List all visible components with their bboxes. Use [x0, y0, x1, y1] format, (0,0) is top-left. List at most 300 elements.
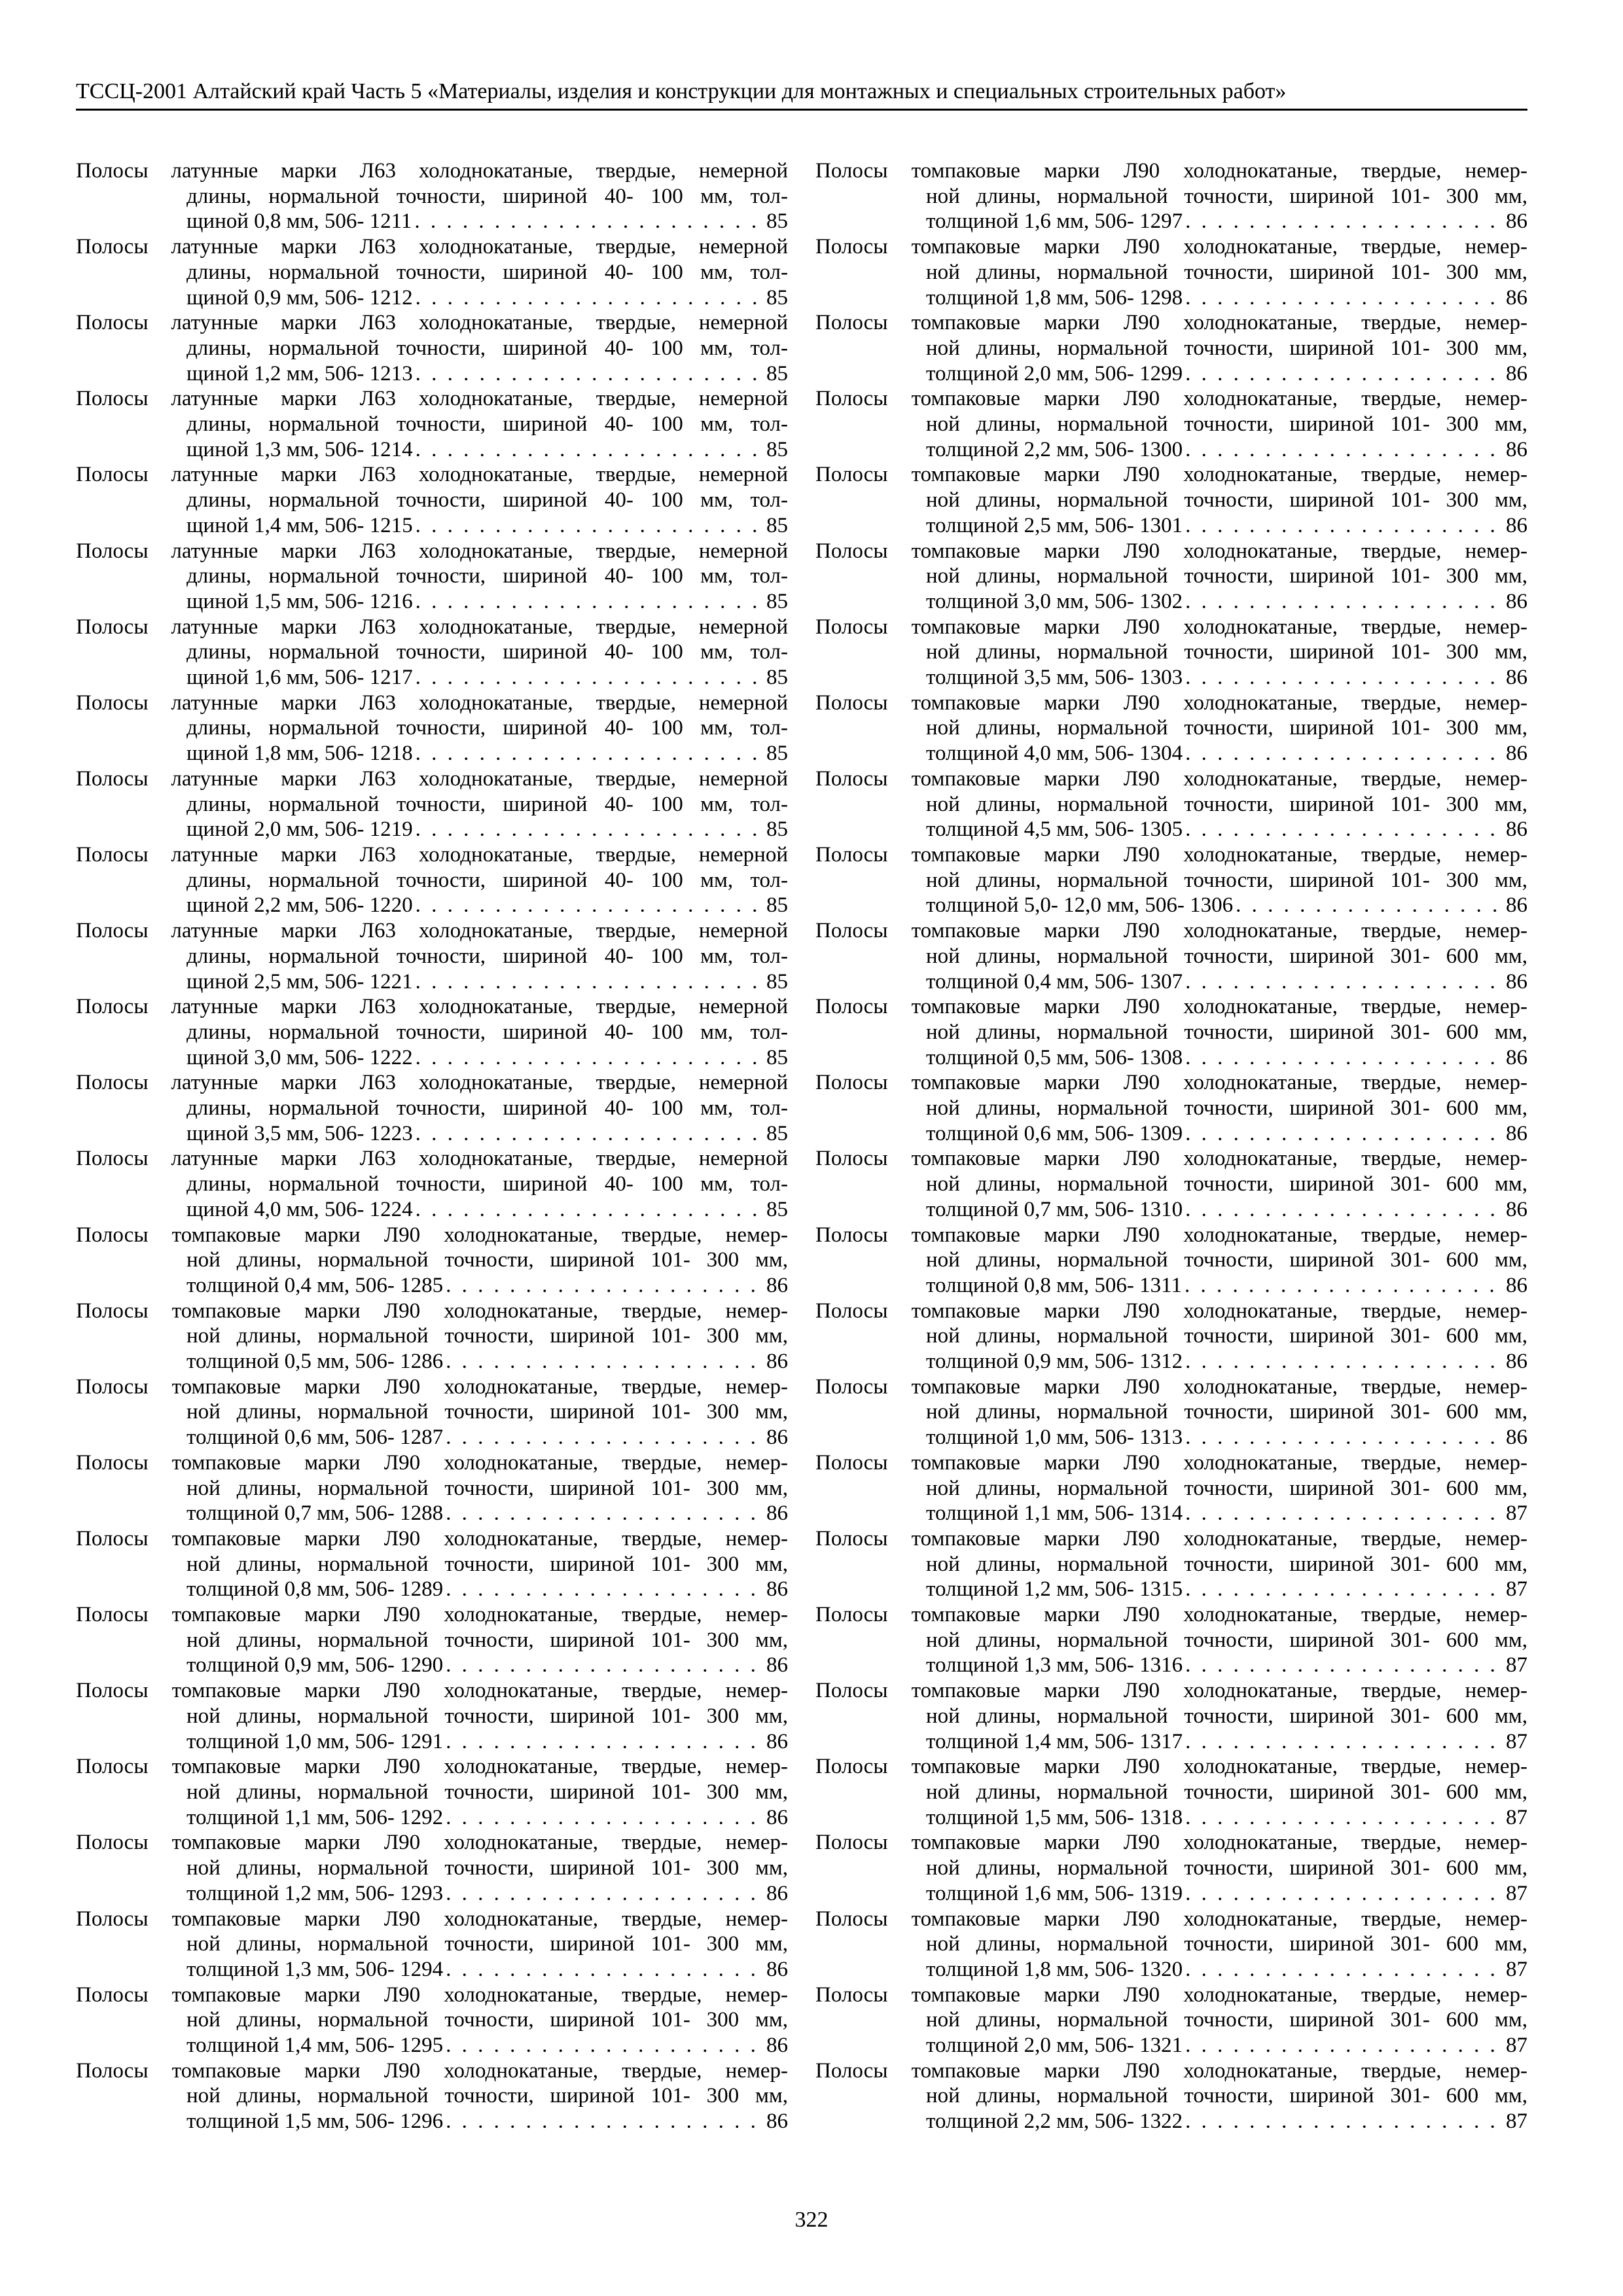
entry-line-3-text: толщиной 0,5 мм, 506- 1286 — [187, 1350, 444, 1374]
entry-line-1: Полосы томпаковые марки Л90 холоднокатаные, твердые, немер- — [815, 463, 1527, 487]
entry-line-3 — [815, 209, 1527, 234]
entry-line-1: Полосы томпаковые марки Л90 холоднокатаные, твердые, немер- — [815, 1679, 1527, 1703]
dot-leader — [443, 1653, 766, 1678]
dot-leader — [443, 2033, 766, 2058]
entry-page-ref: 86 — [766, 1881, 788, 1905]
entry-line-3 — [815, 1729, 1527, 1755]
entry-line-3 — [76, 1729, 788, 1755]
entry-page-ref: 86 — [1506, 513, 1527, 537]
entry-line-2: ной длины, нормальной точности, шириной 101- 300 мм, — [926, 792, 1527, 816]
entry-line-3-text: толщиной 1,8 мм, 506- 1298 — [926, 285, 1183, 310]
entry-line-1: Полосы томпаковые марки Л90 холоднокатаные, твердые, немер- — [76, 1374, 788, 1399]
entry-line-3 — [815, 1653, 1527, 1678]
entry-line-3-text: толщиной 0,8 мм, 506- 1289 — [187, 1577, 444, 1602]
index-entry — [76, 158, 788, 234]
dot-leader — [1183, 1121, 1506, 1147]
entry-line-1: Полосы томпаковые марки Л90 холоднокатаные, твердые, немер- — [815, 1223, 1527, 1247]
entry-line-3 — [815, 437, 1527, 463]
entry-line-3 — [815, 1121, 1527, 1147]
entry-line-3-text: толщиной 1,0 мм, 506- 1291 — [187, 1729, 444, 1753]
index-entry — [76, 1223, 788, 1299]
entry-line-3-text: толщиной 1,5 мм, 506- 1296 — [187, 2109, 444, 2134]
entry-line-3-text: толщиной 1,6 мм, 506- 1319 — [926, 1881, 1183, 1905]
entry-line-2: ной длины, нормальной точности, шириной 301- 600 мм, — [926, 944, 1527, 968]
entry-line-2: ной длины, нормальной точности, шириной 301- 600 мм, — [926, 1400, 1527, 1424]
entry-line-3-text: толщиной 2,2 мм, 506- 1300 — [926, 437, 1183, 461]
index-entry — [76, 1907, 788, 1982]
entry-line-2: ной длины, нормальной точности, шириной 301- 600 мм, — [926, 1172, 1527, 1196]
index-entry — [76, 310, 788, 386]
entry-line-3-text: толщиной 1,2 мм, 506- 1315 — [926, 1577, 1183, 1602]
index-entry — [76, 1450, 788, 1526]
entry-line-2: ной длины, нормальной точности, шириной 301- 600 мм, — [926, 2084, 1527, 2108]
page-number: 322 — [794, 2208, 829, 2232]
entry-line-3 — [76, 1121, 788, 1147]
entry-page-ref: 85 — [766, 285, 788, 310]
index-column-right — [815, 158, 1527, 2134]
entry-line-1: Полосы томпаковые марки Л90 холоднокатаные, твердые, немер- — [815, 1831, 1527, 1855]
dot-leader — [1183, 361, 1506, 387]
entry-line-2: ной длины, нормальной точности, шириной 101- 300 мм, — [926, 336, 1527, 360]
entry-line-2: длины, нормальной точности, шириной 40- 100 мм, тол- — [187, 336, 788, 360]
dot-leader — [1183, 2033, 1506, 2058]
entry-line-3-text: толщиной 0,4 мм, 506- 1307 — [926, 969, 1183, 994]
entry-line-3-text: толщиной 2,2 мм, 506- 1322 — [926, 2109, 1183, 2134]
entry-line-2: ной длины, нормальной точности, шириной 101- 300 мм, — [926, 184, 1527, 208]
entry-page-ref: 86 — [1506, 1121, 1527, 1145]
dot-leader — [1233, 893, 1506, 918]
entry-page-ref: 86 — [766, 1805, 788, 1829]
entry-line-3-text: толщиной 1,6 мм, 506- 1297 — [926, 209, 1183, 234]
index-entry — [76, 766, 788, 842]
dot-leader — [443, 1425, 766, 1450]
entry-line-3 — [76, 1577, 788, 1602]
header-title: ТССЦ-2001 Алтайский край Часть 5 «Материалы, изделия и конструкции для монтажных и специальных строительных работ» — [76, 79, 1287, 103]
entry-line-2: длины, нормальной точности, шириной 40- 100 мм, тол- — [187, 1172, 788, 1196]
entry-line-2: ной длины, нормальной точности, шириной 101- 300 мм, — [187, 1400, 788, 1424]
dot-leader — [413, 1045, 766, 1071]
index-entry — [815, 1374, 1527, 1450]
index-entry — [815, 918, 1527, 994]
entry-page-ref: 85 — [766, 666, 788, 690]
entry-line-3 — [76, 665, 788, 691]
entry-line-1: Полосы латунные марки Л63 холоднокатаные, твердые, немерной — [76, 995, 788, 1019]
dot-leader — [443, 1957, 766, 1982]
index-entry — [815, 1678, 1527, 1754]
entry-line-3-text: толщиной 1,2 мм, 506- 1293 — [187, 1881, 444, 1905]
entry-line-1: Полосы латунные марки Л63 холоднокатаные, твердые, немерной — [76, 1071, 788, 1095]
index-entry — [815, 842, 1527, 918]
entry-line-1: Полосы латунные марки Л63 холоднокатаные, твердые, немерной — [76, 615, 788, 639]
entry-line-1: Полосы томпаковые марки Л90 холоднокатаные, твердые, немер- — [76, 2058, 788, 2083]
entry-line-2: ной длины, нормальной точности, шириной 301- 600 мм, — [926, 1476, 1527, 1500]
entry-line-2: ной длины, нормальной точности, шириной 101- 300 мм, — [187, 1780, 788, 1804]
index-entry — [815, 1754, 1527, 1830]
index-entry — [76, 1982, 788, 2058]
entry-line-3 — [76, 1653, 788, 1678]
index-entry — [76, 462, 788, 538]
index-entry — [815, 462, 1527, 538]
entry-line-1: Полосы томпаковые марки Л90 холоднокатаные, твердые, немер- — [76, 1223, 788, 1247]
entry-line-1: Полосы латунные марки Л63 холоднокатаные, твердые, немерной — [76, 766, 788, 791]
entry-line-1: Полосы томпаковые марки Л90 холоднокатаные, твердые, немер- — [76, 1299, 788, 1323]
entry-line-3 — [815, 589, 1527, 615]
entry-line-3 — [76, 589, 788, 615]
index-entry — [815, 310, 1527, 386]
entry-line-3 — [76, 741, 788, 766]
entry-page-ref: 87 — [1506, 1881, 1527, 1905]
dot-leader — [412, 209, 766, 234]
entry-line-1: Полосы томпаковые марки Л90 холоднокатаные, твердые, немер- — [76, 1907, 788, 1931]
entry-line-3-text: толщиной 0,4 мм, 506- 1285 — [187, 1273, 444, 1297]
index-entry — [815, 1070, 1527, 1146]
entry-line-3 — [815, 893, 1527, 918]
entry-page-ref: 85 — [766, 742, 788, 766]
dot-leader — [443, 2109, 766, 2134]
entry-line-2: длины, нормальной точности, шириной 40- 100 мм, тол- — [187, 412, 788, 437]
entry-page-ref: 85 — [766, 1045, 788, 1069]
index-entry — [815, 1223, 1527, 1299]
entry-line-3 — [815, 1349, 1527, 1374]
dot-leader — [443, 1577, 766, 1602]
entry-line-1: Полосы томпаковые марки Л90 холоднокатаные, твердые, немер- — [76, 1526, 788, 1551]
entry-line-1: Полосы томпаковые марки Л90 холоднокатаные, твердые, немер- — [815, 842, 1527, 867]
entry-page-ref: 87 — [1506, 2109, 1527, 2134]
entry-page-ref: 86 — [766, 1273, 788, 1297]
entry-line-3 — [76, 1197, 788, 1223]
entry-page-ref: 87 — [1506, 1577, 1527, 1602]
index-entry — [76, 539, 788, 615]
index-entry — [815, 994, 1527, 1070]
entry-line-3-text: щиной 2,5 мм, 506- 1221 — [187, 969, 413, 994]
index-entry — [76, 918, 788, 994]
entry-line-2: ной длины, нормальной точности, шириной 301- 600 мм, — [926, 1324, 1527, 1348]
index-entry — [76, 1146, 788, 1222]
dot-leader — [1183, 1577, 1506, 1602]
dot-leader — [1183, 589, 1506, 615]
entry-line-3-text: щиной 0,9 мм, 506- 1212 — [187, 285, 413, 310]
dot-leader — [413, 285, 766, 311]
entry-page-ref: 85 — [766, 1197, 788, 1221]
entry-line-3 — [76, 285, 788, 311]
entry-line-3 — [76, 1045, 788, 1071]
entry-line-2: ной длины, нормальной точности, шириной 301- 600 мм, — [926, 1628, 1527, 1652]
entry-line-1: Полосы латунные марки Л63 холоднокатаные, твердые, немерной — [76, 463, 788, 487]
entry-line-2: ной длины, нормальной точности, шириной 101- 300 мм, — [926, 716, 1527, 740]
index-entry — [76, 1299, 788, 1374]
entry-line-2: ной длины, нормальной точности, шириной 301- 600 мм, — [926, 2008, 1527, 2032]
entry-line-2: ной длины, нормальной точности, шириной 101- 300 мм, — [187, 1628, 788, 1652]
entry-line-3 — [815, 1197, 1527, 1223]
dot-leader — [413, 513, 766, 539]
entry-line-3-text: толщиной 3,5 мм, 506- 1303 — [926, 666, 1183, 690]
entry-line-3 — [815, 1577, 1527, 1602]
index-entry — [815, 234, 1527, 310]
index-entry — [815, 1602, 1527, 1678]
entry-line-1: Полосы томпаковые марки Л90 холоднокатаные, твердые, немер- — [815, 615, 1527, 639]
entry-line-3 — [815, 817, 1527, 842]
entry-line-1: Полосы томпаковые марки Л90 холоднокатаные, твердые, немер- — [76, 1450, 788, 1475]
entry-line-3-text: толщиной 4,0 мм, 506- 1304 — [926, 742, 1183, 766]
entry-line-2: ной длины, нормальной точности, шириной 301- 600 мм, — [926, 1020, 1527, 1044]
dot-leader — [443, 1805, 766, 1831]
index-entry — [76, 1602, 788, 1678]
entry-page-ref: 87 — [1506, 1957, 1527, 1981]
entry-page-ref: 87 — [1506, 2034, 1527, 2058]
dot-leader — [1183, 1805, 1506, 1831]
dot-leader — [1183, 513, 1506, 539]
dot-leader — [1183, 817, 1506, 842]
index-entry — [815, 1299, 1527, 1374]
entry-line-2: ной длины, нормальной точности, шириной 101- 300 мм, — [926, 488, 1527, 512]
entry-line-3-text: толщиной 3,0 мм, 506- 1302 — [926, 589, 1183, 613]
entry-line-1: Полосы томпаковые марки Л90 холоднокатаные, твердые, немер- — [815, 2058, 1527, 2083]
entry-line-1: Полосы томпаковые марки Л90 холоднокатаные, твердые, немер- — [76, 1831, 788, 1855]
entry-line-2: ной длины, нормальной точности, шириной 101- 300 мм, — [187, 1856, 788, 1880]
entry-line-2: ной длины, нормальной точности, шириной 301- 600 мм, — [926, 1932, 1527, 1956]
entry-line-3-text: щиной 2,2 мм, 506- 1220 — [187, 893, 413, 918]
entry-line-3-text: толщиной 0,6 мм, 506- 1287 — [187, 1426, 444, 1450]
dot-leader — [1183, 1881, 1506, 1907]
entry-line-3 — [76, 1425, 788, 1450]
entry-line-1: Полосы латунные марки Л63 холоднокатаные, твердые, немерной — [76, 159, 788, 183]
entry-line-1: Полосы латунные марки Л63 холоднокатаные, твердые, немерной — [76, 235, 788, 259]
entry-page-ref: 86 — [1506, 666, 1527, 690]
entry-line-3 — [815, 361, 1527, 387]
entry-page-ref: 86 — [766, 1426, 788, 1450]
entry-line-2: ной длины, нормальной точности, шириной 101- 300 мм, — [187, 1932, 788, 1956]
index-entry — [76, 1678, 788, 1754]
entry-page-ref: 86 — [1506, 817, 1527, 842]
entry-line-1: Полосы томпаковые марки Л90 холоднокатаные, твердые, немер- — [815, 159, 1527, 183]
entry-line-3-text: щиной 1,2 мм, 506- 1213 — [187, 361, 413, 386]
entry-line-3-text: толщиной 0,5 мм, 506- 1308 — [926, 1045, 1183, 1069]
entry-line-1: Полосы томпаковые марки Л90 холоднокатаные, твердые, немер- — [815, 1147, 1527, 1171]
dot-leader — [1183, 1349, 1506, 1374]
index-entry — [815, 615, 1527, 691]
entry-page-ref: 85 — [766, 893, 788, 918]
index-entry — [815, 1146, 1527, 1222]
entry-line-2: ной длины, нормальной точности, шириной 301- 600 мм, — [926, 1780, 1527, 1804]
index-entry — [815, 1830, 1527, 1906]
entry-line-3 — [815, 741, 1527, 766]
entry-page-ref: 86 — [766, 1957, 788, 1981]
entry-line-3 — [76, 817, 788, 842]
entry-line-1: Полосы томпаковые марки Л90 холоднокатаные, твердые, немер- — [815, 387, 1527, 411]
entry-line-1: Полосы томпаковые марки Л90 холоднокатаные, твердые, немер- — [815, 919, 1527, 943]
index-entry — [815, 2058, 1527, 2134]
index-entry — [76, 615, 788, 691]
entry-line-1: Полосы латунные марки Л63 холоднокатаные, твердые, немерной — [76, 919, 788, 943]
entry-line-3 — [815, 665, 1527, 691]
dot-leader — [1182, 1273, 1506, 1299]
entry-line-2: ной длины, нормальной точности, шириной 301- 600 мм, — [926, 1096, 1527, 1121]
entry-line-3-text: щиной 3,5 мм, 506- 1223 — [187, 1121, 413, 1145]
entry-line-2: ной длины, нормальной точности, шириной 101- 300 мм, — [926, 640, 1527, 664]
entry-page-ref: 85 — [766, 361, 788, 386]
entry-line-2: длины, нормальной точности, шириной 40- 100 мм, тол- — [187, 868, 788, 892]
entry-line-3-text: щиной 1,5 мм, 506- 1216 — [187, 589, 413, 613]
dot-leader — [413, 665, 766, 691]
entry-line-3 — [76, 1957, 788, 1982]
index-entry — [76, 2058, 788, 2134]
entry-page-ref: 86 — [1506, 1045, 1527, 1069]
dot-leader — [413, 893, 766, 918]
index-entry — [76, 1830, 788, 1906]
entry-line-2: ной длины, нормальной точности, шириной 101- 300 мм, — [187, 1704, 788, 1728]
entry-line-3-text: толщиной 0,9 мм, 506- 1312 — [926, 1350, 1183, 1374]
entry-line-1: Полосы томпаковые марки Л90 холоднокатаные, твердые, немер- — [815, 995, 1527, 1019]
dot-leader — [443, 1729, 766, 1755]
index-entry — [815, 1982, 1527, 2058]
entry-page-ref: 85 — [766, 589, 788, 613]
entry-line-1: Полосы томпаковые марки Л90 холоднокатаные, твердые, немер- — [815, 1299, 1527, 1323]
entry-line-3 — [76, 893, 788, 918]
entry-line-2: длины, нормальной точности, шириной 40- 100 мм, тол- — [187, 716, 788, 740]
entry-line-2: длины, нормальной точности, шириной 40- 100 мм, тол- — [187, 488, 788, 512]
entry-page-ref: 86 — [1506, 1197, 1527, 1221]
entry-line-3-text: толщиной 0,7 мм, 506- 1288 — [187, 1501, 444, 1526]
index-entry — [815, 691, 1527, 766]
entry-line-3-text: щиной 1,6 мм, 506- 1217 — [187, 666, 413, 690]
dot-leader — [443, 1881, 766, 1907]
dot-leader — [1183, 2109, 1506, 2134]
dot-leader — [443, 1501, 766, 1526]
entry-line-2: ной длины, нормальной точности, шириной 101- 300 мм, — [187, 2084, 788, 2108]
entry-line-3 — [815, 1805, 1527, 1831]
entry-line-3-text: толщиной 1,1 мм, 506- 1292 — [187, 1805, 444, 1829]
entry-line-3 — [815, 1501, 1527, 1526]
index-entry — [815, 386, 1527, 462]
entry-line-3 — [76, 1501, 788, 1526]
entry-line-3 — [76, 1881, 788, 1907]
entry-page-ref: 86 — [766, 1501, 788, 1526]
entry-page-ref: 86 — [766, 2109, 788, 2134]
dot-leader — [1183, 1729, 1506, 1755]
entry-line-1: Полосы томпаковые марки Л90 холоднокатаные, твердые, немер- — [815, 539, 1527, 563]
dot-leader — [443, 1349, 766, 1374]
entry-page-ref: 86 — [1506, 1426, 1527, 1450]
dot-leader — [413, 741, 766, 766]
entry-page-ref: 86 — [766, 2034, 788, 2058]
entry-line-1: Полосы томпаковые марки Л90 холоднокатаные, твердые, немер- — [815, 1374, 1527, 1399]
entry-line-3 — [76, 513, 788, 539]
entry-page-ref: 86 — [1506, 437, 1527, 461]
entry-line-3 — [815, 1425, 1527, 1450]
dot-leader — [1183, 1045, 1506, 1071]
entry-line-1: Полосы томпаковые марки Л90 холоднокатаные, твердые, немер- — [76, 1755, 788, 1779]
entry-line-2: длины, нормальной точности, шириной 40- 100 мм, тол- — [187, 1020, 788, 1044]
entry-page-ref: 85 — [766, 1121, 788, 1145]
entry-line-2: ной длины, нормальной точности, шириной 101- 300 мм, — [187, 1324, 788, 1348]
entry-line-3 — [76, 2033, 788, 2058]
dot-leader — [1183, 665, 1506, 691]
entry-line-3-text: толщиной 1,3 мм, 506- 1316 — [926, 1653, 1183, 1677]
entry-line-1: Полосы томпаковые марки Л90 холоднокатаные, твердые, немер- — [76, 1603, 788, 1627]
entry-line-3 — [815, 513, 1527, 539]
entry-page-ref: 86 — [1506, 285, 1527, 310]
entry-line-3-text: щиной 1,3 мм, 506- 1214 — [187, 437, 413, 461]
entry-line-2: ной длины, нормальной точности, шириной 101- 300 мм, — [926, 868, 1527, 892]
entry-line-3 — [76, 1349, 788, 1374]
entry-line-3 — [76, 969, 788, 995]
entry-line-3 — [815, 2109, 1527, 2134]
entry-line-3 — [815, 1273, 1527, 1299]
entry-line-1: Полосы томпаковые марки Л90 холоднокатаные, твердые, немер- — [815, 1450, 1527, 1475]
entry-page-ref: 86 — [766, 1350, 788, 1374]
entry-line-3 — [815, 2033, 1527, 2058]
entry-line-1: Полосы томпаковые марки Л90 холоднокатаные, твердые, немер- — [76, 1982, 788, 2007]
entry-line-1: Полосы латунные марки Л63 холоднокатаные, твердые, немерной — [76, 842, 788, 867]
entry-page-ref: 86 — [1506, 1350, 1527, 1374]
entry-page-ref: 85 — [766, 209, 788, 234]
index-entry — [76, 842, 788, 918]
entry-page-ref: 87 — [1506, 1501, 1527, 1526]
entry-line-3 — [76, 209, 788, 234]
entry-line-1: Полосы томпаковые марки Л90 холоднокатаные, твердые, немер- — [815, 311, 1527, 335]
entry-line-2: длины, нормальной точности, шириной 40- 100 мм, тол- — [187, 260, 788, 284]
entry-line-3 — [815, 1881, 1527, 1907]
entry-line-2: ной длины, нормальной точности, шириной 101- 300 мм, — [187, 1552, 788, 1576]
entry-line-3-text: толщиной 2,0 мм, 506- 1321 — [926, 2034, 1183, 2058]
entry-line-2: длины, нормальной точности, шириной 40- 100 мм, тол- — [187, 640, 788, 664]
entry-line-1: Полосы латунные марки Л63 холоднокатаные, твердые, немерной — [76, 387, 788, 411]
entry-line-2: ной длины, нормальной точности, шириной 101- 300 мм, — [187, 2008, 788, 2032]
index-entry — [76, 1070, 788, 1146]
entry-line-1: Полосы томпаковые марки Л90 холоднокатаные, твердые, немер- — [815, 1907, 1527, 1931]
entry-line-3 — [815, 1957, 1527, 1982]
entry-line-3 — [815, 285, 1527, 311]
index-entry — [815, 1450, 1527, 1526]
entry-line-3-text: толщиной 2,0 мм, 506- 1299 — [926, 361, 1183, 386]
entry-line-1: Полосы латунные марки Л63 холоднокатаные, твердые, немерной — [76, 311, 788, 335]
index-entry — [815, 1526, 1527, 1602]
entry-line-3-text: толщиной 1,5 мм, 506- 1318 — [926, 1805, 1183, 1829]
entry-line-2: ной длины, нормальной точности, шириной 301- 600 мм, — [926, 1248, 1527, 1272]
entry-page-ref: 86 — [1506, 742, 1527, 766]
entry-line-1: Полосы томпаковые марки Л90 холоднокатаные, твердые, немер- — [815, 766, 1527, 791]
dot-leader — [1183, 285, 1506, 311]
dot-leader — [413, 817, 766, 842]
entry-line-3-text: щиной 3,0 мм, 506- 1222 — [187, 1045, 413, 1069]
entry-line-2: ной длины, нормальной точности, шириной 101- 300 мм, — [926, 564, 1527, 588]
entry-line-3-text: толщиной 1,1 мм, 506- 1314 — [926, 1501, 1183, 1526]
entry-page-ref: 86 — [766, 1577, 788, 1602]
entry-line-2: длины, нормальной точности, шириной 40- 100 мм, тол- — [187, 564, 788, 588]
entry-page-ref: 85 — [766, 817, 788, 842]
dot-leader — [1183, 1957, 1506, 1982]
index-entry — [76, 994, 788, 1070]
entry-line-1: Полосы томпаковые марки Л90 холоднокатаные, твердые, немер- — [815, 1982, 1527, 2007]
entry-line-3 — [76, 2109, 788, 2134]
entry-line-2: длины, нормальной точности, шириной 40- 100 мм, тол- — [187, 792, 788, 816]
entry-page-ref: 85 — [766, 513, 788, 537]
entry-page-ref: 87 — [1506, 1805, 1527, 1829]
entry-line-1: Полосы томпаковые марки Л90 холоднокатаные, твердые, немер- — [815, 1071, 1527, 1095]
entry-line-2: ной длины, нормальной точности, шириной 101- 300 мм, — [926, 412, 1527, 437]
entry-line-1: Полосы томпаковые марки Л90 холоднокатаные, твердые, немер- — [815, 235, 1527, 259]
entry-line-3-text: толщиной 1,4 мм, 506- 1295 — [187, 2034, 444, 2058]
entry-line-3-text: толщиной 4,5 мм, 506- 1305 — [926, 817, 1183, 842]
index-column-left — [76, 158, 788, 2134]
dot-leader — [413, 437, 766, 463]
entry-line-3-text: щиной 1,8 мм, 506- 1218 — [187, 742, 413, 766]
entry-line-3-text: щиной 1,4 мм, 506- 1215 — [187, 513, 413, 537]
dot-leader — [413, 969, 766, 995]
entry-line-3-text: толщиной 0,8 мм, 506- 1311 — [926, 1273, 1182, 1297]
entry-page-ref: 86 — [1506, 361, 1527, 386]
entry-line-2: длины, нормальной точности, шириной 40- 100 мм, тол- — [187, 184, 788, 208]
